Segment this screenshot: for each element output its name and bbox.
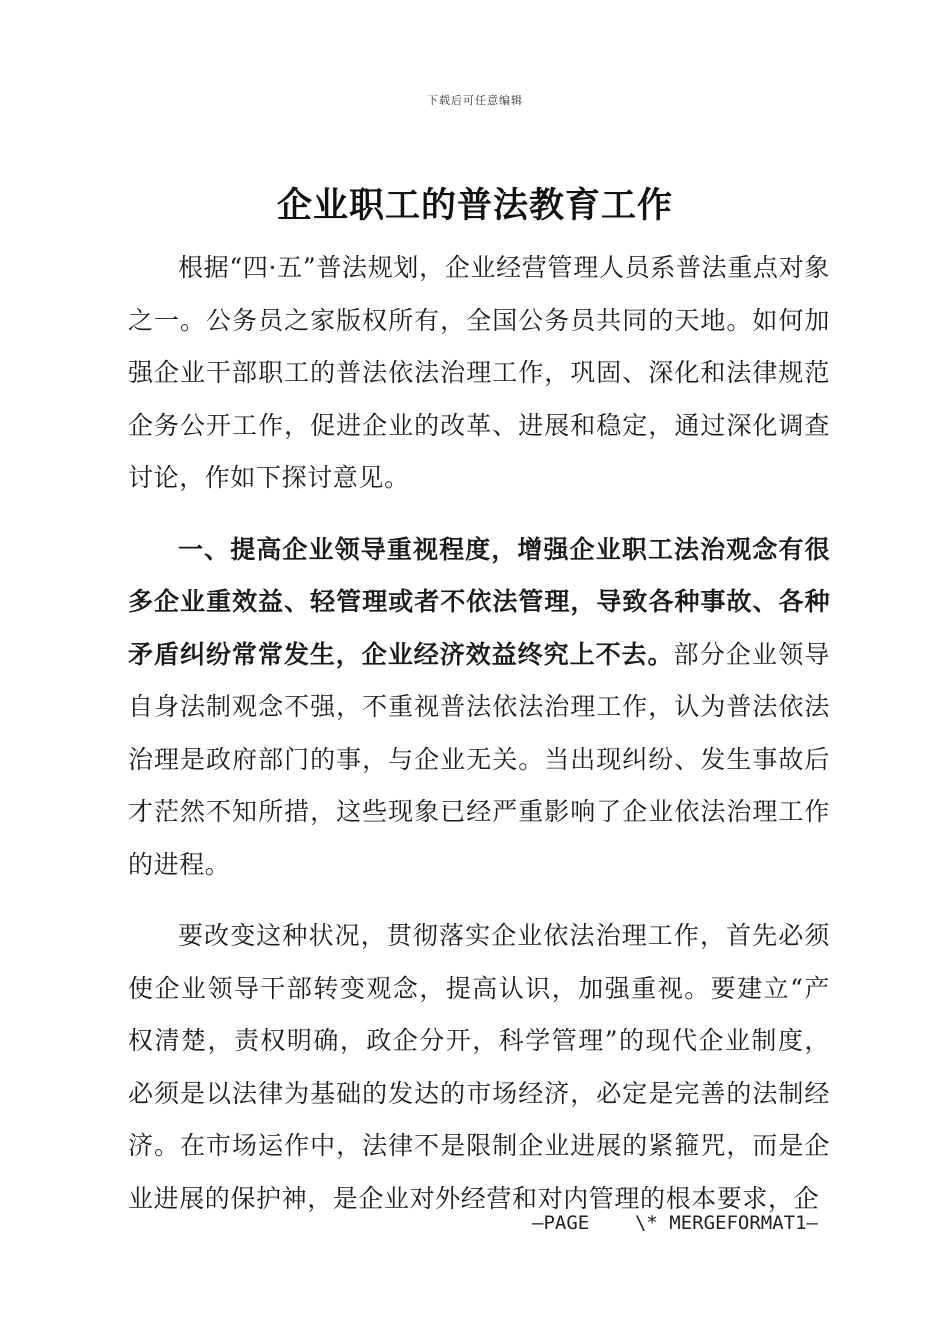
section-one-heading: 一、提高企业领导重视程度，增强企业职工法治观念有很多企业重效益、轻管理或者不依法管理，导致各种事故、各种矛盾纠纷常常发生，企业经济效益终究上不去。 [128, 534, 830, 669]
paragraph-intro-text: 根据“四·五”普法规划，企业经营管理人员系普法重点对象之一。公务员之家版权所有，全国公务员共同的天地。如何加强企业干部职工的普法依法治理工作，巩固、深化和法律规范企务公开工作，促进企业的改革、进展和稳定，通过深化调查讨论，作如下探讨意见。 [128, 253, 830, 492]
section-one-text: 部分企业领导自身法制观念不强，不重视普法依法治理工作，认为普法依法治理是政府部门的事，与企业无关。当出现纠纷、发生事故后才茫然不知所措，这些现象已经严重影响了企业依法治理工作的进程。 [128, 639, 830, 879]
paragraph-section-one [128, 524, 830, 892]
paragraph-intro [128, 242, 830, 505]
header-note: 下载后可任意编辑 [427, 94, 523, 107]
document-title: 企业职工的普法教育工作 [276, 185, 673, 226]
paragraph-change [128, 910, 830, 1225]
paragraph-change-text: 要改变这种状况，贯彻落实企业依法治理工作，首先必须使企业领导干部转变观念，提高认识，加强重视。要建立“产权清楚，责权明确，政企分开，科学管理”的现代企业制度，必须是以法律为基础的发达的市场经济，必定是完善的法制经济。在市场运作中，法律不是限制企业进展的紧箍咒，而是企业进展的保护神，是企业对外经营和对内管理的根本要求，企 [128, 921, 830, 1213]
document-body [128, 242, 830, 1225]
page-footer: —PAGE \* MERGEFORMAT1— [532, 1212, 818, 1234]
